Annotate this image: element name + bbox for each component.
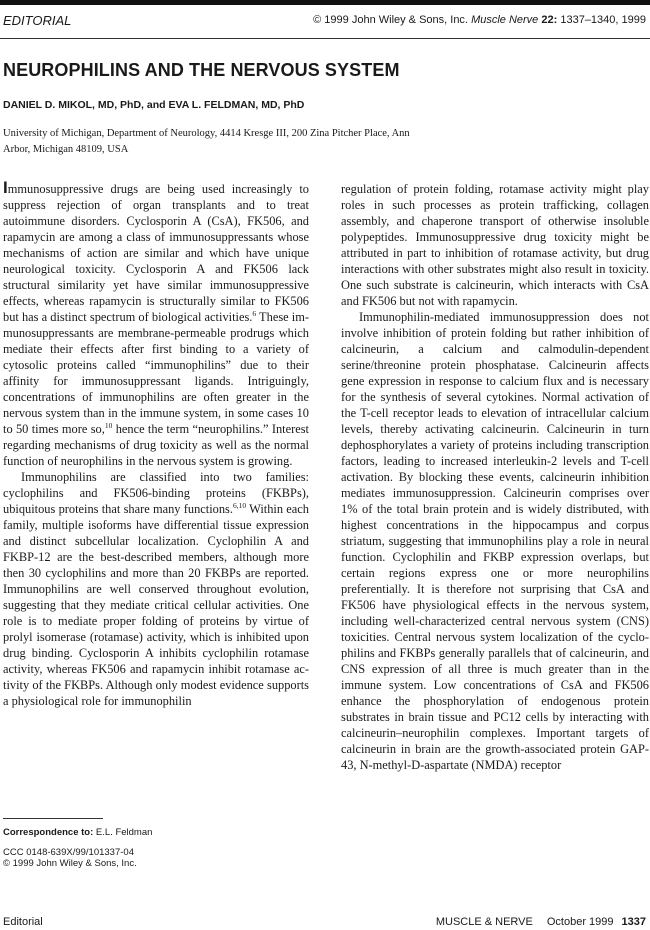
paragraph: regulation of protein folding, rotamase activity might play roles in such processes as protein trafficking, collagen assembly, and chaperone transport of otherwise insoluble polypeptides. Immunosuppressive drug toxicity might be attributed in part to inhibition of rotamase activity, but drug interactions with other substrates might also result in toxicity. One such substrate is calcineurin, which interacts with CsA and FK506 but not with rapamycin. <box>341 182 649 308</box>
section-label: EDITORIAL <box>3 13 72 28</box>
author-affiliation: University of Michigan, Department of Neurology, 4414 Kresge III, 200 Zina Pitcher Place, Ann Arbor, Michigan 48109, USA <box>3 128 410 155</box>
reference-marker: 6,10 <box>232 501 247 510</box>
paragraph <box>3 469 309 709</box>
paragraph <box>3 178 310 469</box>
journal-name: Muscle Nerve <box>471 14 539 26</box>
footer-citation <box>436 916 646 928</box>
header-bar <box>0 0 650 5</box>
header-rule <box>0 38 650 39</box>
copyright-text: © 1999 John Wiley & Sons, Inc. <box>313 14 468 26</box>
copyright-block <box>3 847 137 869</box>
journal-citation <box>313 14 646 26</box>
page-number: 1337 <box>621 916 646 928</box>
article-title: NEUROPHILINS AND THE NERVOUS SYSTEM <box>3 60 400 80</box>
footer-date: October 1999 <box>546 916 614 928</box>
left-column <box>3 178 310 709</box>
text-run: hence the term “neurophilins.” Interest regarding mechanisms of drug toxicity as well as the normal function of neurophilins in the nervous system is growing. <box>3 422 310 468</box>
text-run: mmunosuppressive drugs are being used increasingly to suppress rejection of organ transplants and to treat autoimmune disorders. Cyclosporin A (CsA), FK506, and rapamycin are among a class of immunosuppressants whose mechanisms of action are similar and which have unique neurological toxicity. Cyclosporin A and FK506 lack structural similarity yet have similar immunosuppressive effects, whereas rapamycin is structurally similar to FK506 but has a distinct spectrum of biological activities. <box>3 182 309 324</box>
text-run: Immunophilins are classified into two families: cyclophilins and FK506-binding proteins (FKBPs), ubiquitous proteins that share many functions. <box>3 470 309 516</box>
right-column <box>341 181 649 773</box>
ccc-code: CCC 0148-639X/99/101337-04 <box>3 847 134 858</box>
footnote-rule <box>3 818 103 819</box>
article-authors: DANIEL D. MIKOL, MD, PhD, and EVA L. FELDMAN, MD, PhD <box>3 99 305 111</box>
footnote-copyright: © 1999 John Wiley & Sons, Inc. <box>3 858 137 869</box>
drop-cap: I <box>3 178 8 197</box>
reference-marker: 6 <box>252 309 257 318</box>
journal-pages: 1337–1340, 1999 <box>560 14 646 26</box>
correspondence-label: Correspondence to: <box>3 827 94 838</box>
text-run: These immunosuppressants are membrane-permeable prodrugs which mediate their effects after first binding to a variety of cytosolic proteins called “immunophilins” due to their affinity for immunosuppressant ligands. Intriguingly, concentrations of immunophilins are often greater in the nervous system than in the immune system, in some cases 10 to 50 times more so, <box>3 310 309 436</box>
footer-journal: MUSCLE & NERVE <box>435 916 533 928</box>
footer-section: Editorial <box>3 916 43 928</box>
correspondence-name: E.L. Feldman <box>93 827 153 838</box>
paragraph: Immunophilin-mediated immunosuppression does not involve inhibition of protein folding but rather inhibition of calcineurin, a calcium and calmodulin-dependent serine/threonine protein phosphatase. Calcineurin affects gene expression in response to calcium flux and is necessary for the synthesis of several cytokines. Normal activation of the T-cell receptor leads to elevation of intracellular calcium levels, thereby activating calcineurin. Calcineurin in turn dephosphorylates a variety of proteins including transcription factors, leading to increased interleukin-2 levels and T-cell activation. By blocking these events, calcineurin inhibition mediates immunosuppression. Calcineurin comprises over 1% of the total brain protein and is widely distributed, with highest concentrations in the hippocampus and corpus striatum, suggesting that immunophilins play a role in neural function. Cyclophilin and FKBP expression overlaps, but certain regions express one or more neurophilins preferentially. It is therefore not surprising that CsA and FK506 have physiological effects in the nervous system, including well-characterized central nervous system (CNS) toxicities. Central nervous system localization of the cyclophilins and FKBPs generally parallels that of calcineurin, and CNS expression of all three is much greater than in the immune system. Low concentrations of CsA and FK506 enhance the phosphorylation of endogenous protein substrates in brain tissue and PC12 cells by interacting with calcineurin–neurophilin complexes. Important targets of calcineurin in brain are the growth-associated protein GAP-43, N-methyl-D-aspartate (NMDA) receptor <box>341 310 649 772</box>
journal-volume: 22: <box>541 14 558 26</box>
reference-marker: 10 <box>104 421 113 430</box>
text-run: Within each family, multiple isoforms have differential tissue expression and distinct subcellular localization. Cyclophilin A and FKBP-12 are the best-described members, although more then 30 cyclophilins and more than 20 FKBPs are reported. Immunophilins are well conserved throughout evolution, suggesting that they mediate critical cellular activities. One role is to mediate proper folding of proteins by virtue of prolyl isomerase (rotamase) activity, which is inhibited upon drug binding. Cyclosporin A inhibits cyclophilin rotamase activity, whereas FK506 and rapamycin inhibit rotamase activity of the FKBPs. Although only modest evidence supports a physiological role for immunophilin <box>3 502 309 708</box>
correspondence <box>3 827 152 838</box>
